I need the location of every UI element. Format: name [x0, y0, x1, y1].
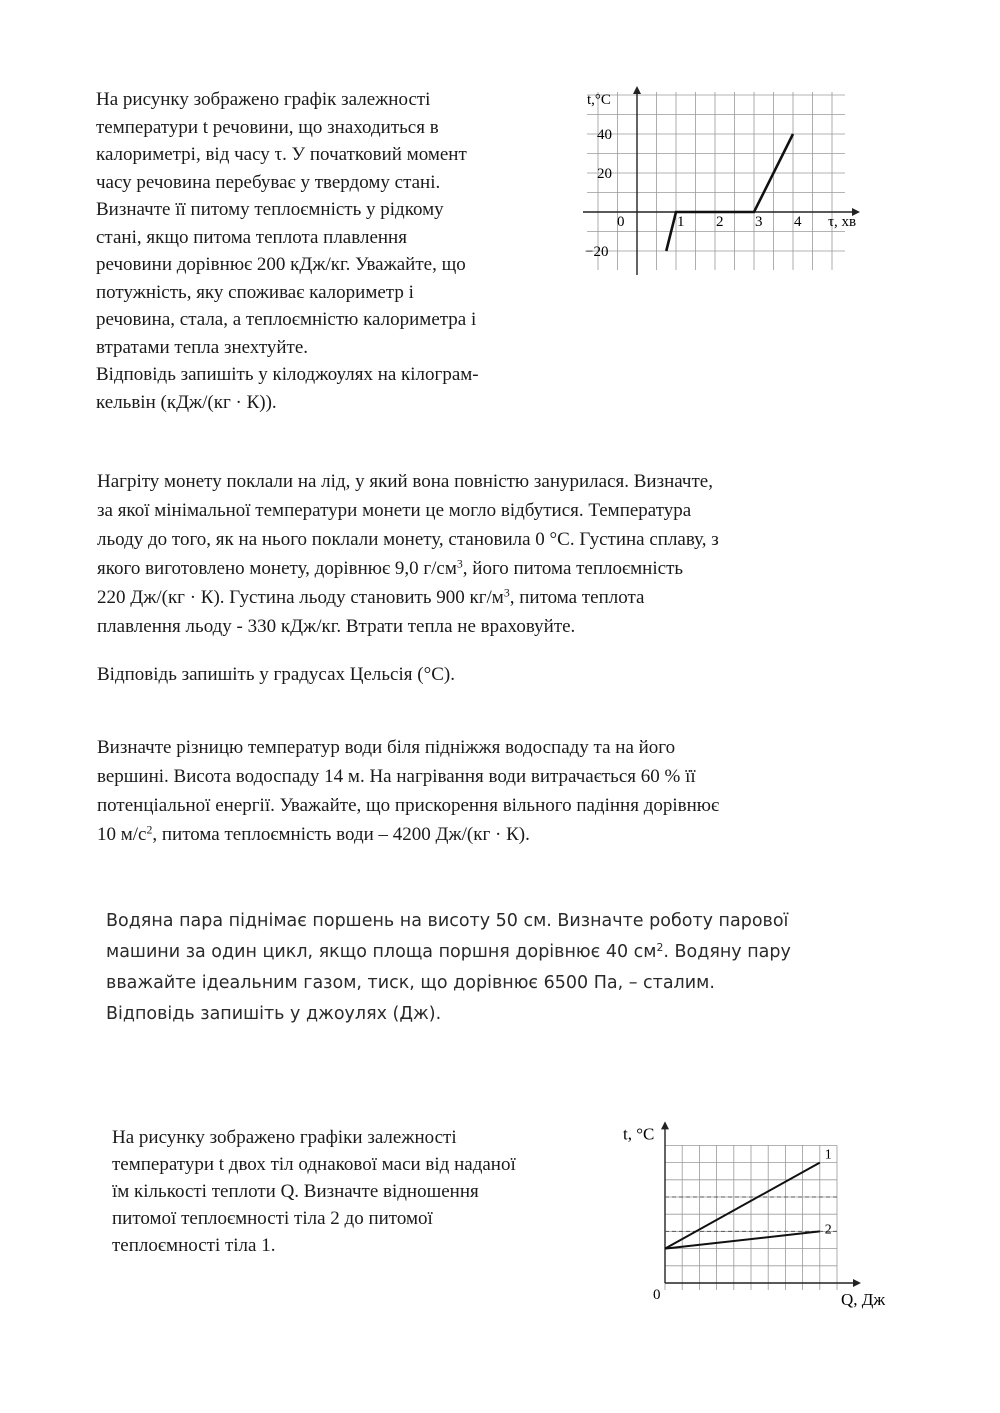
series-line-2	[665, 1231, 820, 1248]
problem-3-text	[97, 733, 887, 849]
x-tick-label: 3	[755, 214, 763, 230]
problem-2-line: Нагріту монету поклали на лід, у який вона повністю занурилася. Визначте,	[97, 471, 713, 492]
origin-label: 0	[617, 214, 625, 230]
problem1-line: речовина, стала, а теплоємністю калориметра і	[96, 309, 477, 330]
problem-5-text	[112, 1124, 622, 1259]
problem-1-text	[96, 86, 576, 416]
problem-2-text	[97, 467, 887, 641]
problem-4-line: Відповідь запишіть у джоулях (Дж).	[106, 1004, 442, 1024]
problem-4-line: машини за один цикл, якщо площа поршня дорівнює 40 $см^2$. Водяну пару	[106, 941, 791, 962]
series-line-1	[665, 1163, 820, 1249]
problem-2-answer-format: Відповідь запишіть у градусах Цельсія (°С).	[97, 664, 455, 685]
x-tick-label: 1	[677, 214, 685, 230]
problem-3-line: вершині. Висота водоспаду 14 м. На нагрівання води витрачається 60 % її	[97, 766, 696, 787]
x-axis-arrow-icon	[853, 1279, 861, 1287]
x-tick-label: 2	[716, 214, 724, 230]
temperature-time-graph	[575, 80, 875, 280]
problem-2-line: льоду до того, як на нього поклали монету, становила 0 °С. Густина сплаву, з	[97, 529, 719, 550]
y-tick-label: 40	[597, 127, 612, 143]
problem1-line: речовини дорівнює 200 кДж/кг. Уважайте, що	[96, 254, 466, 275]
problem-4-text	[106, 906, 896, 1030]
problem1-line: Визначте її питому теплоємність у рідкому	[96, 199, 444, 220]
problem1-line: На рисунку зображено графік залежності	[96, 89, 431, 110]
problem-2-line: якого виготовлено монету, дорівнює 9,0 $г/см^3$, його питома теплоємність	[97, 557, 684, 579]
problem5-line: температури t двох тіл однакової маси від наданої	[112, 1154, 516, 1175]
problem-2-line: 220 Дж/(кг · К). Густина льоду становить 900 $кг/м^3$, питома теплота	[97, 586, 645, 608]
origin-label: 0	[653, 1287, 661, 1303]
problem1-line: часу речовина перебуває у твердому стані.	[96, 171, 441, 193]
problem-3-line: 10 $м/с^2$, питома теплоємність води – 4200 Дж/(кг · К).	[97, 823, 530, 845]
problem5-line: теплоємності тіла 1.	[112, 1235, 276, 1256]
y-axis-arrow-icon	[633, 86, 641, 94]
problem5-line: На рисунку зображено графіки залежності	[112, 1127, 457, 1148]
problem1-line: втратами тепла знехтуйте.	[96, 336, 309, 358]
problem1-line: стані, якщо питома теплота плавлення	[96, 226, 407, 248]
problem-2-line: плавлення льоду - 330 кДж/кг. Втрати тепла не враховуйте.	[97, 616, 576, 637]
series-label: 2	[824, 1222, 832, 1238]
problem-3-line: Визначте різницю температур води біля підніжжя водоспаду та на його	[97, 737, 676, 758]
y-tick-label: −20	[585, 244, 609, 260]
y-tick-label: 20	[597, 166, 612, 182]
problem-2-line: за якої мінімальної температури монети це могло відбутися. Температура	[97, 500, 692, 521]
problem-4-line: вважайте ідеальним газом, тиск, що дорівнює 6500 Па, – сталим.	[106, 973, 715, 993]
series-label: 1	[824, 1147, 832, 1163]
y-axis-arrow-icon	[661, 1121, 669, 1129]
x-axis-label: Q, Дж	[841, 1290, 886, 1309]
temperature-heat-graph	[615, 1115, 905, 1320]
y-axis-label: t, °C	[623, 1124, 655, 1144]
problem-3-line: потенціальної енергії. Уважайте, що прискорення вільного падіння дорівнює	[97, 795, 720, 816]
problem5-line: питомої теплоємності тіла 2 до питомої	[112, 1208, 433, 1229]
y-axis-label: t,°C	[587, 92, 611, 108]
problem1-line: потужність, яку споживає калориметр і	[96, 281, 414, 303]
x-tick-label: 4	[794, 214, 802, 230]
problem-4-line: Водяна пара піднімає поршень на висоту 50 см. Визначте роботу парової	[106, 911, 789, 931]
problem5-line: їм кількості теплоти Q. Визначте відношення	[112, 1181, 479, 1202]
problem1-line: кельвін (кДж/(кг · К)).	[96, 391, 277, 413]
x-axis-label: τ, хв	[828, 214, 857, 230]
problem1-line: температури t речовини, що знаходиться в	[96, 116, 439, 138]
problem1-line: Відповідь запишіть у кілоджоулях на кілограм-	[96, 364, 479, 385]
problem1-line: калориметрі, від часу τ. У початковий момент	[96, 144, 467, 165]
